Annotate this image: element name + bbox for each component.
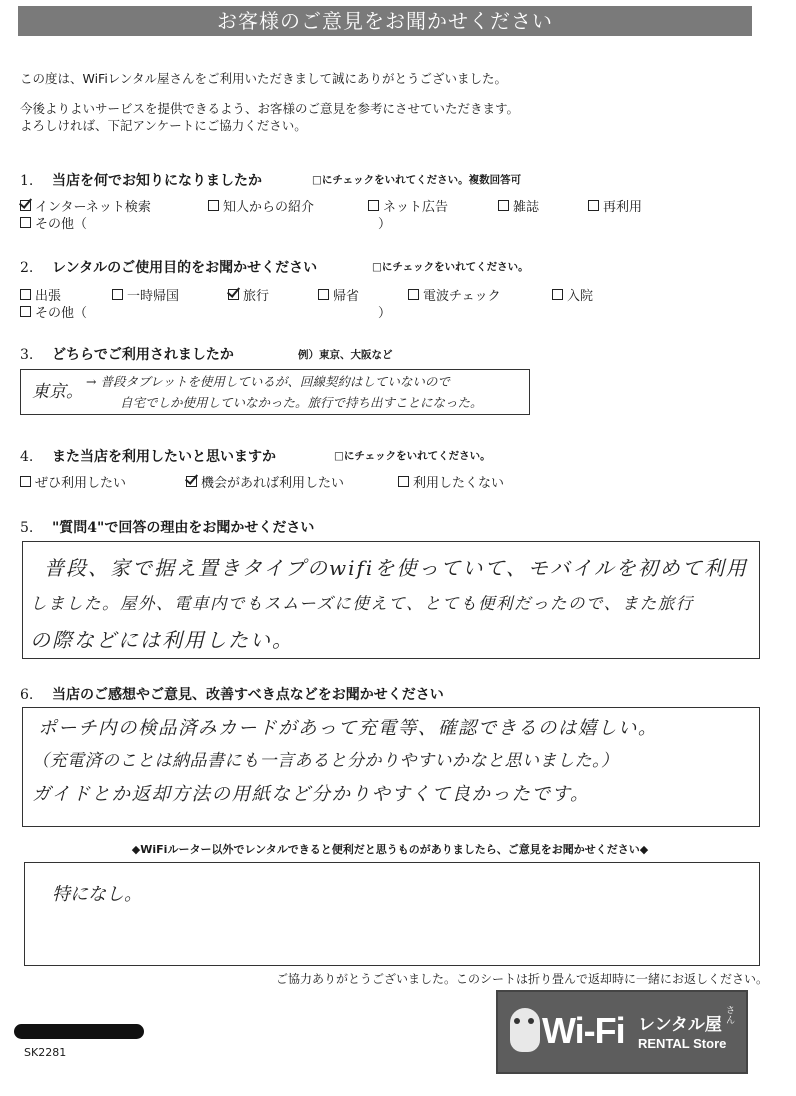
intro-line-2: 今後よりよいサービスを提供できるよう、お客様のご意見を参考にさせていただきます。 xyxy=(20,101,520,116)
q4-option-definitely[interactable] xyxy=(20,472,126,491)
q2-option-label: 一時帰国 xyxy=(127,289,180,304)
q2-option-label: 帰省 xyxy=(333,289,360,304)
q2-option-label: 旅行 xyxy=(243,289,270,304)
q3-answer-line-2: 自宅でしか使用していなかった。旅行で持ち出すことになった。 xyxy=(120,395,483,410)
q5-answer-line-2: しました。屋外、電車内でもスムーズに使えて、とても便利だったので、また旅行 xyxy=(30,594,694,613)
q2-option-return-home[interactable] xyxy=(112,285,179,304)
question-6-title xyxy=(20,684,444,704)
redacted-name xyxy=(14,1024,144,1039)
q1-option-label: 知人からの紹介 xyxy=(223,200,315,215)
extra-request-answer-box[interactable] xyxy=(24,862,760,966)
sheet-code: SK2281 xyxy=(24,1046,67,1059)
q1-option-label: ネット広告 xyxy=(383,200,449,215)
question-2-title xyxy=(20,257,317,277)
q4-option-if-chance[interactable] xyxy=(186,472,344,491)
checkbox-icon[interactable] xyxy=(588,200,599,211)
q6-answer-line-2: （充電済のことは納品書にも一言あると分かりやすいかなと思いました。） xyxy=(32,751,619,771)
q1-option-referral[interactable] xyxy=(208,196,314,215)
q5-answer-line-3: の際などには利用したい。 xyxy=(30,628,294,652)
mascot-eye-icon xyxy=(514,1018,520,1024)
q1-other-close: ） xyxy=(378,217,392,232)
checkbox-icon[interactable] xyxy=(368,200,379,211)
question-2-text: レンタルのご使用目的をお聞かせください xyxy=(52,260,318,276)
q4-option-label: ぜひ利用したい xyxy=(35,476,127,491)
brand-logo xyxy=(496,990,748,1074)
checkbox-icon[interactable] xyxy=(20,306,31,317)
q1-option-reuse[interactable] xyxy=(588,196,642,215)
checkbox-icon[interactable] xyxy=(208,200,219,211)
q1-option-label: 雑誌 xyxy=(513,200,540,215)
q2-option-other[interactable] xyxy=(20,302,87,321)
q1-other-label: その他（ xyxy=(35,217,88,232)
question-4-title xyxy=(20,446,276,466)
q2-option-hospital[interactable] xyxy=(552,285,593,304)
q2-other-label: その他（ xyxy=(35,306,88,321)
question-3-text: どちらでご利用されましたか xyxy=(52,347,234,363)
question-2-note: □にチェックをいれてください。 xyxy=(372,261,529,273)
checkbox-icon[interactable] xyxy=(20,289,31,300)
logo-en-text: RENTAL Store xyxy=(638,1036,727,1051)
checkbox-icon[interactable] xyxy=(112,289,123,300)
question-3-example: 例）東京、大阪など xyxy=(298,349,393,361)
question-5-number: 5. xyxy=(20,520,34,536)
extra-request-title: ◆WiFiルーター以外でレンタルできると便利だと思うものがありましたら、ご意見をお聞かせください◆ xyxy=(131,843,649,856)
question-5-text: "質問4"で回答の理由をお聞かせください xyxy=(52,520,315,536)
q4-option-label: 機会があれば利用したい xyxy=(201,476,345,491)
q2-option-label: 出張 xyxy=(35,289,62,304)
footer-thanks: ご協力ありがとうございました。このシートは折り畳んで返却時に一緒にお返しください。 xyxy=(276,972,769,986)
intro-line-3: よろしければ、下記アンケートにご協力ください。 xyxy=(20,118,307,133)
checkbox-icon[interactable] xyxy=(408,289,419,300)
q1-option-other[interactable] xyxy=(20,213,87,232)
question-4-number: 4. xyxy=(20,449,34,465)
q2-option-travel[interactable] xyxy=(228,285,269,304)
checkbox-icon[interactable] xyxy=(318,289,329,300)
mascot-icon xyxy=(510,1008,540,1052)
q6-answer-line-1: ポーチ内の検品済みカードがあって充電等、確認できるのは嬉しい。 xyxy=(38,718,658,739)
checkbox-icon[interactable] xyxy=(552,289,563,300)
logo-jp-text: レンタル屋 xyxy=(638,1015,722,1035)
question-4-note: □にチェックをいれてください。 xyxy=(334,450,491,462)
question-3-number: 3. xyxy=(20,347,34,363)
question-1-text: 当店を何でお知りになりましたか xyxy=(52,173,262,189)
checkbox-icon[interactable] xyxy=(20,217,31,228)
q2-option-label: 入院 xyxy=(567,289,594,304)
question-4-text: また当店を利用したいと思いますか xyxy=(52,449,276,465)
question-1-note: □にチェックをいれてください。複数回答可 xyxy=(312,174,522,186)
question-1-title xyxy=(20,170,262,190)
question-5-title xyxy=(20,517,314,537)
q4-option-no[interactable] xyxy=(398,472,504,491)
intro-line-1: この度は、WiFiレンタル屋さんをご利用いただきまして誠にありがとうございました。 xyxy=(20,71,508,86)
q2-option-label: 電波チェック xyxy=(423,289,501,304)
question-3-title xyxy=(20,344,234,364)
checkbox-icon[interactable] xyxy=(398,476,409,487)
q3-answer-line-1: → 普段タブレットを使用しているが、回線契約はしていないので xyxy=(86,374,450,389)
extra-request-answer: 特になし。 xyxy=(52,884,142,905)
q1-option-label: インターネット検索 xyxy=(35,200,151,215)
q1-option-magazine[interactable] xyxy=(498,196,539,215)
q6-answer-line-3: ガイドとか返却方法の用紙など分かりやすくて良かったです。 xyxy=(32,784,590,805)
q3-answer-place: 東京。 xyxy=(32,382,83,402)
checkbox-checked-icon[interactable] xyxy=(186,476,197,487)
q5-answer-line-1: 普段、家で据え置きタイプのwifiを使っていて、モバイルを初めて利用 xyxy=(44,556,748,580)
q2-option-signal-check[interactable] xyxy=(408,285,501,304)
checkbox-icon[interactable] xyxy=(20,476,31,487)
checkbox-checked-icon[interactable] xyxy=(20,200,31,211)
survey-title: お客様のご意見をお聞かせください xyxy=(18,6,752,36)
logo-san-text: さん xyxy=(726,1006,736,1026)
question-1-number: 1. xyxy=(20,173,34,189)
question-6-text: 当店のご感想やご意見、改善すべき点などをお聞かせください xyxy=(52,687,444,703)
q2-option-homecoming[interactable] xyxy=(318,285,359,304)
logo-wifi-text: Wi-Fi xyxy=(542,1010,625,1051)
q1-option-label: 再利用 xyxy=(603,200,643,215)
checkbox-icon[interactable] xyxy=(498,200,509,211)
mascot-eye-icon xyxy=(528,1018,534,1024)
q4-option-label: 利用したくない xyxy=(413,476,505,491)
q2-other-close: ） xyxy=(378,306,392,321)
question-2-number: 2. xyxy=(20,260,34,276)
question-6-number: 6. xyxy=(20,687,34,703)
checkbox-checked-icon[interactable] xyxy=(228,289,239,300)
